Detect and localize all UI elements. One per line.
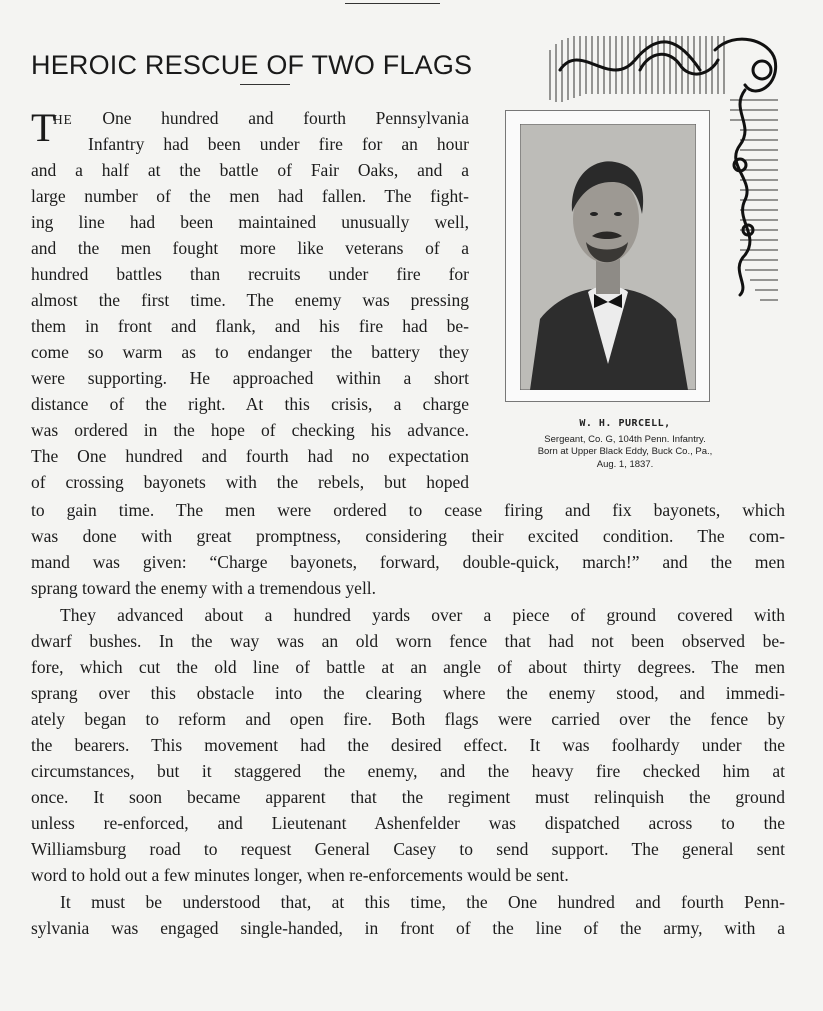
article-title: HEROIC RESCUE OF TWO FLAGS xyxy=(31,50,473,81)
body-line: HE One hundred and fourth Pennsylvania xyxy=(53,108,469,128)
body-line: sylvania was engaged single-handed, in front of the line of the army, with a xyxy=(31,918,785,938)
body-line: unless re-enforced, and Lieutenant Ashenfelder was dispatched across to the xyxy=(31,813,785,833)
body-line: almost the first time. The enemy was pressing xyxy=(31,290,469,310)
body-line: them in front and flank, and his fire had be- xyxy=(31,316,469,336)
body-line: They advanced about a hundred yards over a piece of ground covered with xyxy=(60,605,785,625)
body-line: fore, which cut the old line of battle at an angle of about thirty degrees. The men xyxy=(31,657,785,677)
body-line: sprang toward the enemy with a tremendous yell. xyxy=(31,578,377,598)
caption-name: W. H. PURCELL, xyxy=(579,418,671,429)
body-line: circumstances, but it staggered the enemy, and the heavy fire checked him at xyxy=(31,761,785,781)
body-line: dwarf bushes. In the way was an old worn fence that had not been observed be- xyxy=(31,631,785,651)
body-line: were supporting. He approached within a short xyxy=(31,368,469,388)
body-line: word to hold out a few minutes longer, when re-enforcements would be sent. xyxy=(31,865,569,885)
body-line: It must be understood that, at this time, the One hundred and fourth Penn- xyxy=(60,892,785,912)
drop-cap: T xyxy=(31,105,56,150)
caption-birthdate: Aug. 1, 1837. xyxy=(596,458,654,470)
body-line: once. It soon became apparent that the regiment must relinquish the ground xyxy=(31,787,785,807)
body-line: was done with great promptness, considering their excited condition. The com- xyxy=(31,526,785,546)
caption-birthplace: Born at Upper Black Eddy, Buck Co., Pa., xyxy=(537,446,713,457)
body-line: of crossing bayonets with the rebels, but hoped xyxy=(31,472,469,492)
body-line: and a half at the battle of Fair Oaks, and a xyxy=(31,160,469,180)
body-line: hundred battles than recruits under fire for xyxy=(31,264,469,284)
body-line: ing line had been maintained unusually well, xyxy=(31,212,469,232)
body-line: mand was given: “Charge bayonets, forward, double-quick, march!” and the men xyxy=(31,552,785,572)
body-line: Infantry had been under fire for an hour xyxy=(88,134,469,154)
body-line: the bearers. This movement had the desired effect. It was foolhardy under the xyxy=(31,735,785,755)
body-line: to gain time. The men were ordered to cease firing and fix bayonets, which xyxy=(31,500,785,520)
body-line: and the men fought more like veterans of a xyxy=(31,238,469,258)
body-line: Williamsburg road to request General Casey to send support. The general sent xyxy=(31,839,785,859)
body-line: The One hundred and fourth had no expectation xyxy=(31,446,469,466)
body-line: sprang over this obstacle into the clearing where the enemy stood, and immedi- xyxy=(31,683,785,703)
body-line: was ordered in the hope of checking his advance. xyxy=(31,420,469,440)
first-word-rest: HE xyxy=(53,112,73,127)
body-line: distance of the right. At this crisis, a charge xyxy=(31,394,469,414)
body-line: ately began to reform and open fire. Both flags were carried over the fence by xyxy=(31,709,785,729)
body-line: large number of the men had fallen. The fight- xyxy=(31,186,469,206)
body-line: come so warm as to endanger the battery they xyxy=(31,342,469,362)
caption-rank: Sergeant, Co. G, 104th Penn. Infantry. xyxy=(544,433,706,445)
